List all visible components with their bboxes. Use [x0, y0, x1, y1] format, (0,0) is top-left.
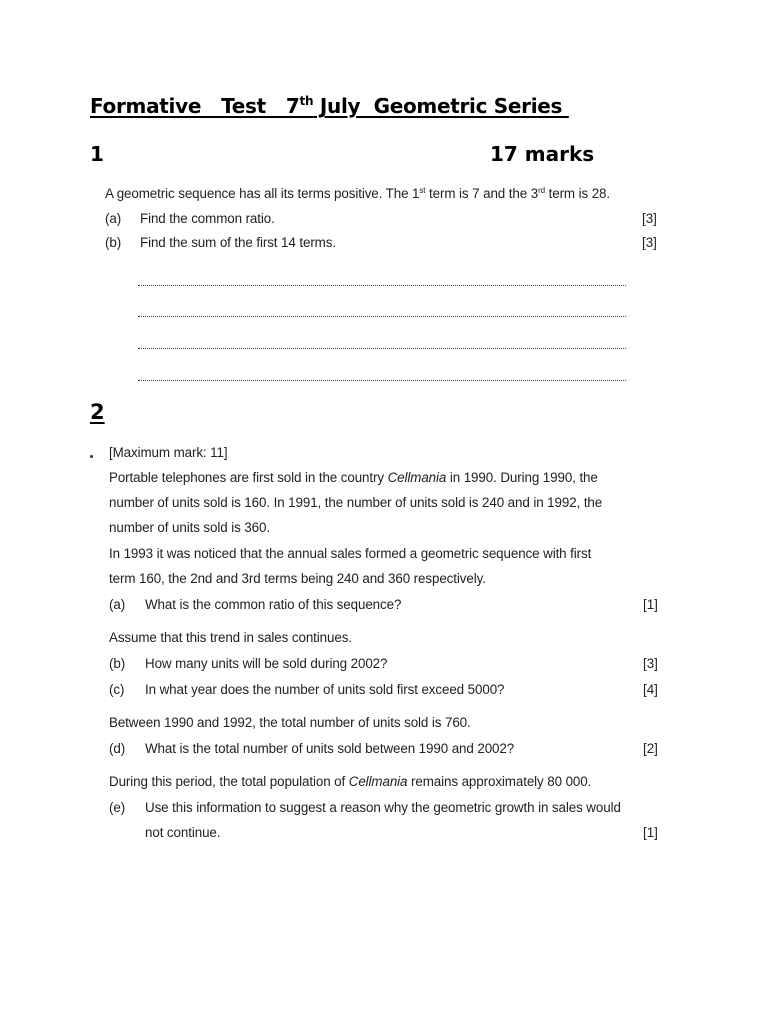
question-2-text-line: In 1993 it was noticed that the annual sales formed a geometric sequence with first — [109, 546, 592, 561]
question-2-population: During this period, the total population of Cellmania remains approximately 80 000. — [109, 774, 592, 789]
title-text-end: July Geometric Series — [313, 94, 569, 118]
question-1-number: 1 — [90, 142, 104, 166]
page-title — [90, 94, 569, 118]
question-2-part-c-mark: [4] — [643, 682, 658, 697]
question-2-number: 2 — [90, 400, 105, 424]
question-2-assumption: Assume that this trend in sales continues. — [109, 630, 352, 645]
title-superscript: th — [299, 94, 314, 108]
question-2-part-a-mark: [1] — [643, 597, 658, 612]
question-1-part-b-mark: [3] — [642, 235, 657, 250]
question-2-part-d-mark: [2] — [643, 741, 658, 756]
question-2-part-d: (d) What is the total number of units sold between 1990 and 2002? — [109, 741, 515, 756]
question-2-part-b: (b) How many units will be sold during 2002? — [109, 656, 388, 671]
question-2-part-e: (e) Use this information to suggest a reason why the geometric growth in sales would — [109, 800, 621, 815]
question-2-text-line: number of units sold is 160. In 1991, the number of units sold is 240 and in 1992, the — [109, 495, 603, 510]
question-2-text-line: Portable telephones are first sold in the country Cellmania in 1990. During 1990, the — [109, 470, 598, 485]
question-1-part-a-mark: [3] — [642, 211, 657, 226]
question-2-part-b-mark: [3] — [643, 656, 658, 671]
title-text-start: Formative Test 7 — [90, 94, 300, 118]
question-1-intro: A geometric sequence has all its terms positive. The 1st term is 7 and the 3rd term is 28. — [105, 186, 611, 201]
question-1-part-b: (b) Find the sum of the first 14 terms. — [105, 235, 336, 250]
answer-line[interactable] — [138, 348, 626, 349]
bullet-dot — [90, 455, 93, 458]
question-2-max-mark: [Maximum mark: 11] — [109, 445, 228, 460]
question-1-part-a: (a) Find the common ratio. — [105, 211, 275, 226]
question-1-total-marks: 17 marks — [490, 142, 595, 166]
question-2-part-e-continued: not continue. — [145, 825, 221, 840]
question-2-text-line: number of units sold is 360. — [109, 520, 270, 535]
question-2-text-line: term 160, the 2nd and 3rd terms being 240 and 360 respectively. — [109, 571, 486, 586]
answer-line[interactable] — [138, 285, 626, 286]
question-2-part-c: (c) In what year does the number of units sold first exceed 5000? — [109, 682, 505, 697]
question-2-part-e-mark: [1] — [643, 825, 658, 840]
answer-line[interactable] — [138, 380, 626, 381]
answer-line[interactable] — [138, 316, 626, 317]
question-2-part-a: (a) What is the common ratio of this sequence? — [109, 597, 402, 612]
question-2-total-sold: Between 1990 and 1992, the total number of units sold is 760. — [109, 715, 471, 730]
